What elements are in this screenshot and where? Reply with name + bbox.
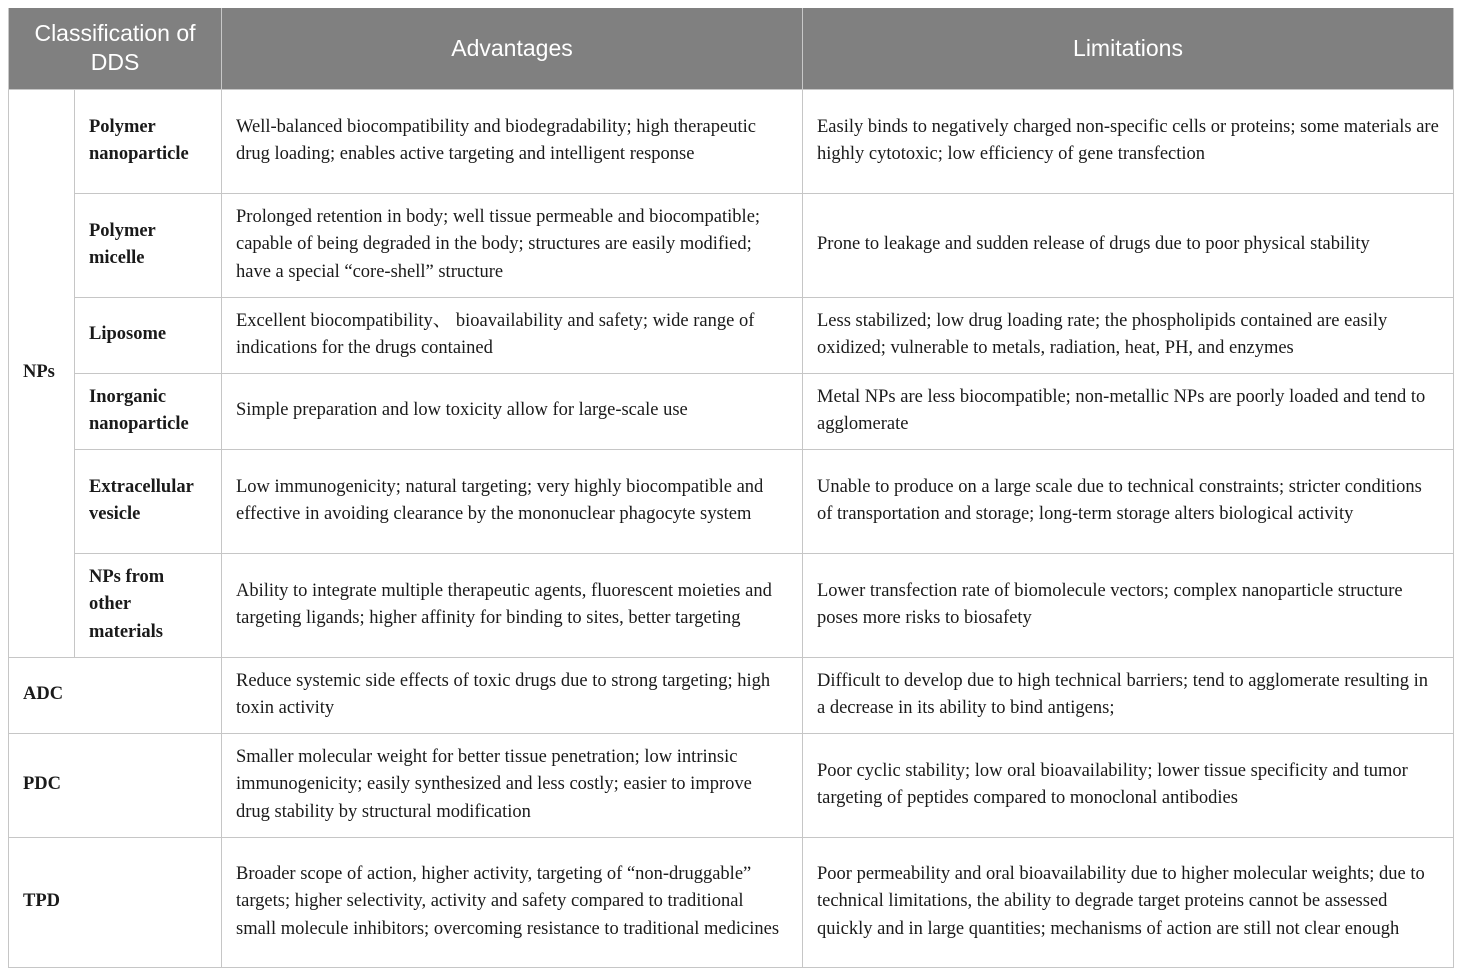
row-advantages: Reduce systemic side effects of toxic drugs due to strong targeting; high toxin activity (222, 657, 803, 733)
row-classification: PDC (9, 733, 222, 837)
row-advantages: Simple preparation and low toxicity allow for large-scale use (222, 373, 803, 449)
row-limitations: Unable to produce on a large scale due to technical constraints; stricter conditions of transportation and storage; long-term storage alters biological activity (803, 449, 1454, 553)
row-advantages: Excellent biocompatibility、 bioavailability and safety; wide range of indications for the drugs contained (222, 297, 803, 373)
table-row (9, 657, 1454, 733)
row-limitations: Less stabilized; low drug loading rate; the phospholipids contained are easily oxidized; vulnerable to metals, radiation, heat, PH, and enzymes (803, 297, 1454, 373)
row-advantages: Low immunogenicity; natural targeting; very highly biocompatible and effective in avoiding clearance by the mononuclear phagocyte system (222, 449, 803, 553)
row-limitations: Easily binds to negatively charged non-specific cells or proteins; some materials are highly cytotoxic; low efficiency of gene transfection (803, 89, 1454, 193)
group-label-nps: NPs (9, 89, 75, 657)
row-limitations: Prone to leakage and sudden release of drugs due to poor physical stability (803, 193, 1454, 297)
row-limitations: Difficult to develop due to high technical barriers; tend to agglomerate resulting in a decrease in its ability to bind antigens; (803, 657, 1454, 733)
row-limitations: Lower transfection rate of biomolecule vectors; complex nanoparticle structure poses more risks to biosafety (803, 553, 1454, 657)
row-classification: Polymer nanoparticle (75, 89, 222, 193)
row-limitations: Poor cyclic stability; low oral bioavailability; lower tissue specificity and tumor targeting of peptides compared to monoclonal antibodies (803, 733, 1454, 837)
row-classification: Liposome (75, 297, 222, 373)
row-advantages: Smaller molecular weight for better tissue penetration; low intrinsic immunogenicity; easily synthesized and less costly; easier to improve drug stability by structural modification (222, 733, 803, 837)
table-row (9, 373, 1454, 449)
table-row (9, 193, 1454, 297)
row-advantages: Prolonged retention in body; well tissue permeable and biocompatible; capable of being degraded in the body; structures are easily modified; have a special “core-shell” structure (222, 193, 803, 297)
header-row (9, 8, 1454, 89)
table-row (9, 89, 1454, 193)
table-row (9, 733, 1454, 837)
table-row (9, 449, 1454, 553)
table-row (9, 837, 1454, 967)
row-classification: ADC (9, 657, 222, 733)
row-advantages: Ability to integrate multiple therapeutic agents, fluorescent moieties and targeting ligands; higher affinity for binding to sites, better targeting (222, 553, 803, 657)
dds-comparison-table (8, 8, 1454, 968)
header-limitations: Limitations (803, 8, 1454, 89)
row-classification: NPs from other materials (75, 553, 222, 657)
row-limitations: Metal NPs are less biocompatible; non-metallic NPs are poorly loaded and tend to agglomerate (803, 373, 1454, 449)
row-limitations: Poor permeability and oral bioavailability due to higher molecular weights; due to technical limitations, the ability to degrade target proteins cannot be assessed quickly and in large quantities; mechanisms of action are still not clear enough (803, 837, 1454, 967)
row-advantages: Well-balanced biocompatibility and biodegradability; high therapeutic drug loading; enables active targeting and intelligent response (222, 89, 803, 193)
header-advantages: Advantages (222, 8, 803, 89)
header-classification: Classification of DDS (9, 8, 222, 89)
row-classification: Extracellular vesicle (75, 449, 222, 553)
row-advantages: Broader scope of action, higher activity, targeting of “non-druggable” targets; higher selectivity, activity and safety compared to traditional small molecule inhibitors; overcoming resistance to traditional medicines (222, 837, 803, 967)
table-row (9, 297, 1454, 373)
table-row (9, 553, 1454, 657)
row-classification: Inorganic nanoparticle (75, 373, 222, 449)
row-classification: Polymer micelle (75, 193, 222, 297)
row-classification: TPD (9, 837, 222, 967)
